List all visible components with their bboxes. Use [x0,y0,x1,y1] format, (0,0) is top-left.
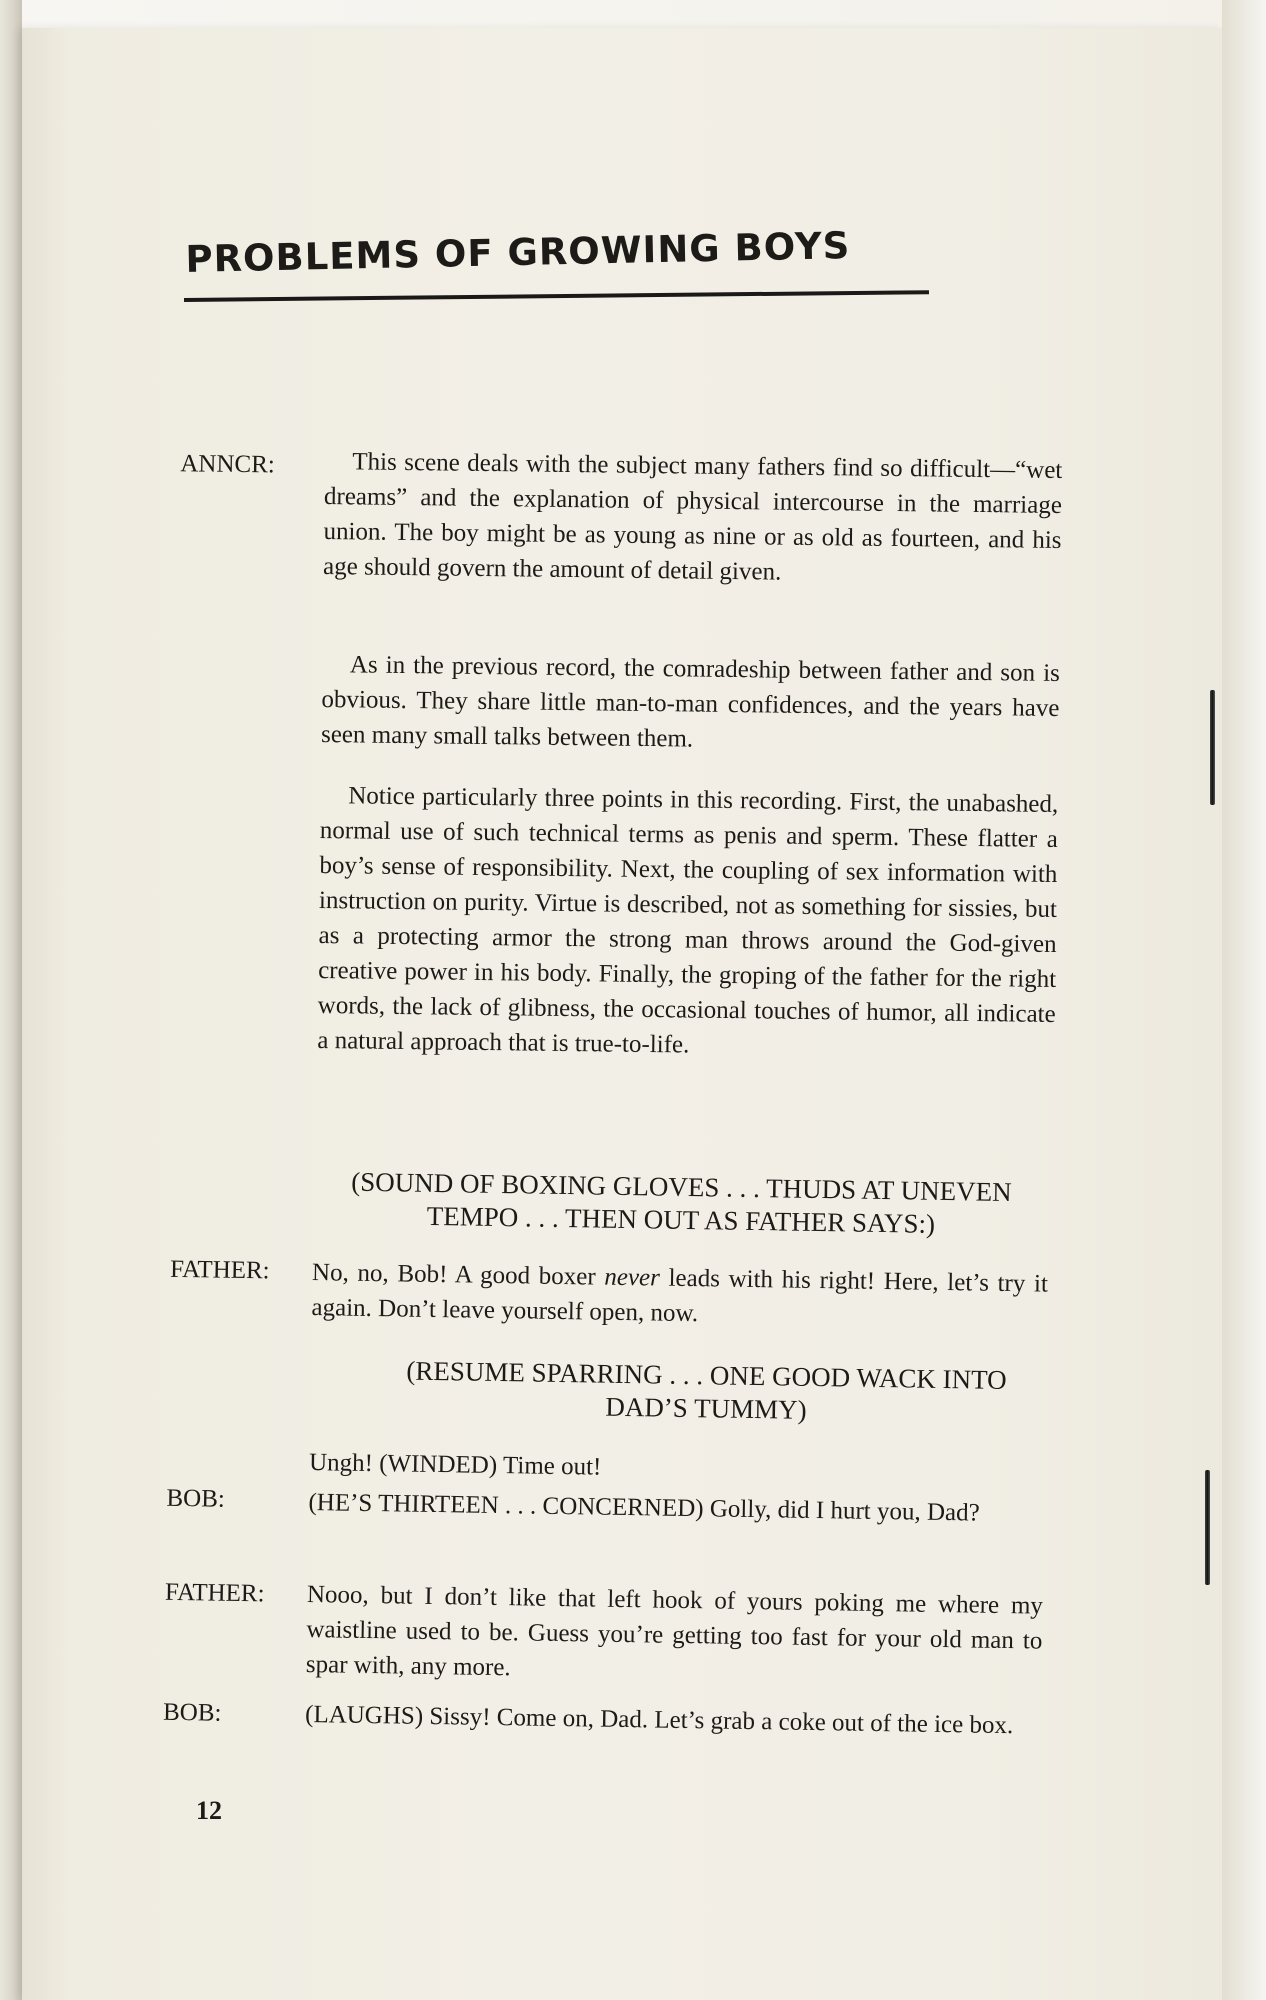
speaker-label-bob-2: BOB: [162,1698,222,1727]
speaker-label-anncr: ANNCR: [180,450,275,479]
stage-direction-2-line-2: DAD’S TUMMY) [605,1391,807,1425]
speaker-label-father: FATHER: [169,1255,270,1285]
father-line-2-text: Ungh! (WINDED) Time out! [308,1449,602,1481]
father-line-1-start: No, no, Bob! A good boxer [311,1259,605,1291]
intro-paragraph-2-text: As in the previous record, the comradeship between father and son is obvious. They share little man-to-man confidences, and the years have seen many small talks between them. [320,651,1061,753]
page-number: 12 [196,1796,222,1825]
intro-paragraph-1 [323,444,1063,593]
father-line-3-text: Nooo, but I don’t like that left hook of yours poking me where my waistline used to be. Guess you’re getting too fast for your old man to spar with, any more. [305,1581,1044,1682]
bob-line-2-text: (LAUGHS) Sissy! Come on, Dad. Let’s grab a coke out of the ice box. [304,1701,1014,1740]
left-page-edge [0,0,22,2000]
speaker-label-father-2: FATHER: [164,1578,265,1608]
intro-paragraph-3 [317,778,1058,1067]
father-line-1-emphasis: never [604,1263,661,1292]
page-title: PROBLEMS OF GROWING BOYS [185,224,851,281]
speaker-label-bob: BOB: [166,1484,226,1513]
stage-direction-2-line-1: (RESUME SPARRING . . . ONE GOOD WACK INTO [406,1355,1007,1395]
bob-line-1-text: (HE’S THIRTEEN . . . CONCERNED) Golly, did I hurt you, Dad? [308,1489,980,1527]
staple-top [1210,690,1215,805]
intro-paragraph-3-text: Notice particularly three points in this recording. First, the unabashed, normal use of such technical terms as penis and sperm. These flatter a boy’s sense of responsibility. Next, the coupling of sex information with instruction on purity. Virtue is described, not as something for sissies, but as a protecting armor the strong man throws around the God-given creative power in his body. Finally, the groping of the father for the right words, the lack of glibness, the occasional touches of humor, all indicate a natural approach that is true-to-life. [317,782,1059,1059]
father-line-1-end: leads with his right! Here, let’s try it again. Don’t leave yourself open, now. [311,1264,1049,1328]
right-page-edge [1222,0,1266,2000]
father-line-3 [306,1577,1044,1694]
stage-direction-1-line-1: (SOUND OF BOXING GLOVES . . . THUDS AT UNEVEN [350,1166,1012,1208]
intro-paragraph-2 [321,647,1060,761]
stage-direction-1-line-2: TEMPO . . . THEN OUT AS FATHER SAYS:) [426,1200,936,1239]
intro-paragraph-1-text: This scene deals with the subject many fathers find so difficult—“wet dreams” and the explanation of physical intercourse in the marriage union. The boy might be as young as nine or as old as fourteen, and his age should govern the amount of detail given. [322,448,1063,586]
father-line-1 [311,1255,1048,1337]
staple-bottom [1205,1470,1210,1585]
